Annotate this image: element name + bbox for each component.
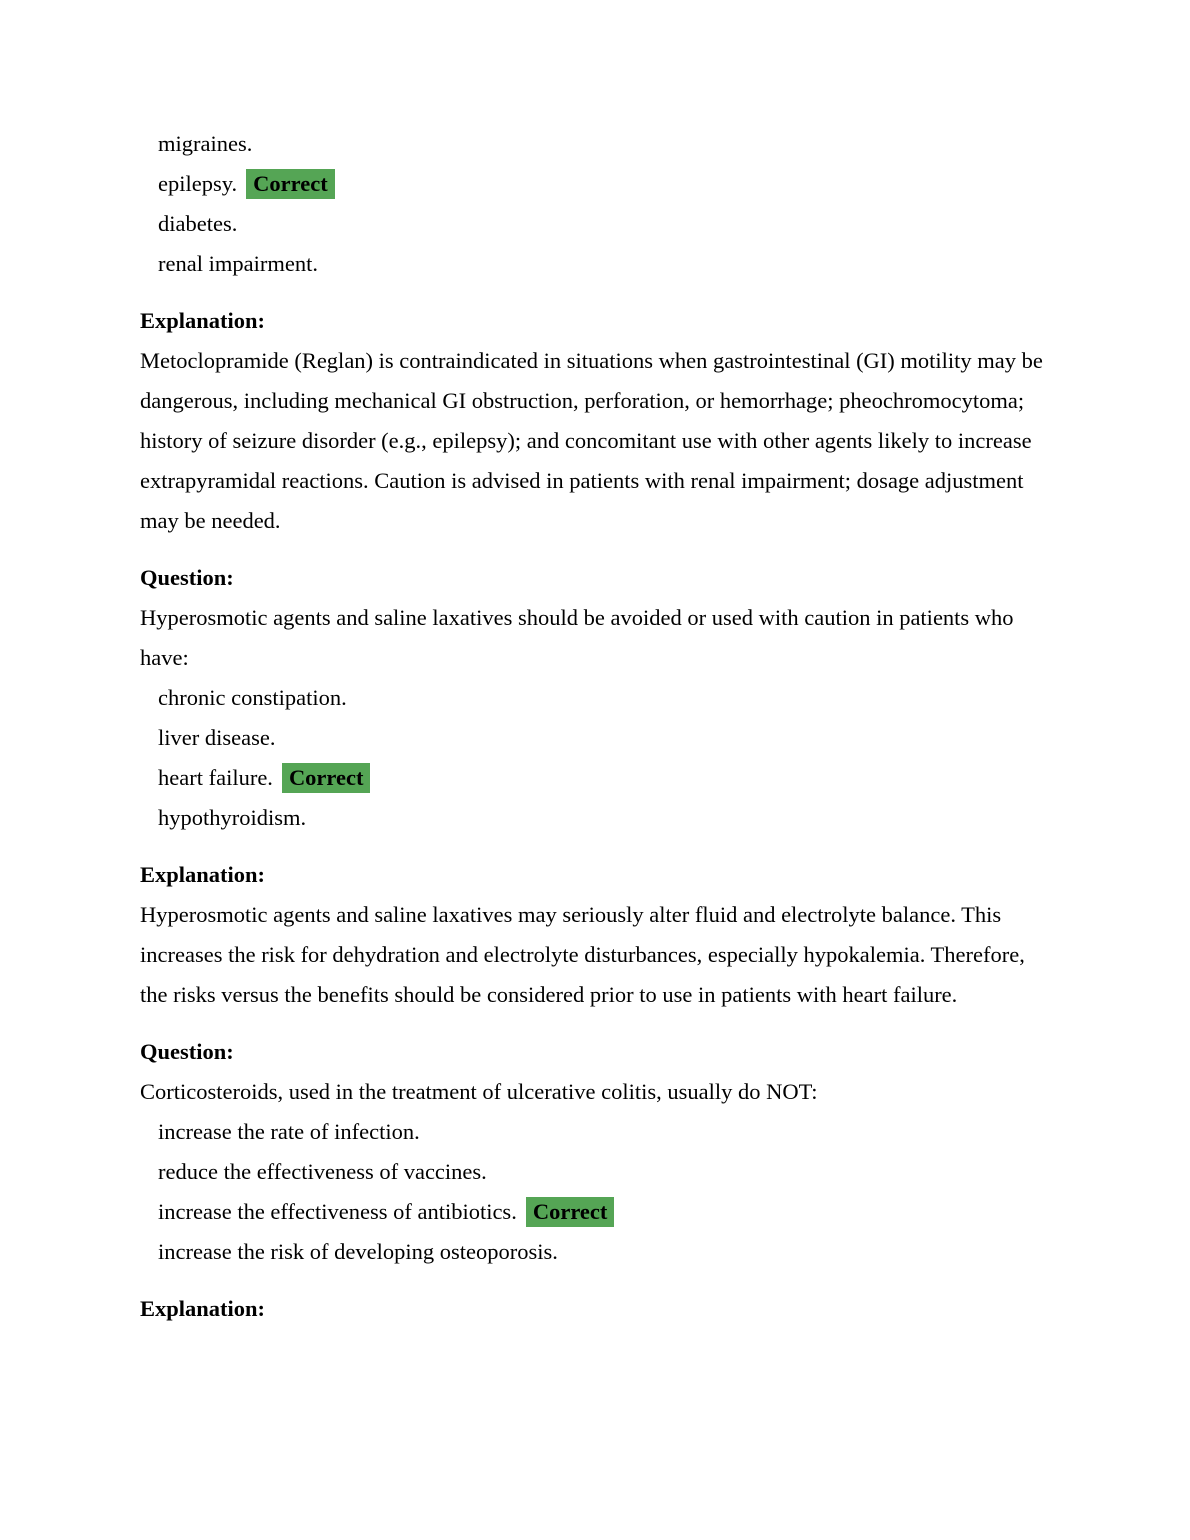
paragraph-text: Hyperosmotic agents and saline laxatives should be avoided or used with caution in patients who have: xyxy=(140,605,1014,670)
answer-option-text: epilepsy. xyxy=(158,171,238,196)
answer-options xyxy=(140,124,1050,284)
answer-option-text: renal impairment. xyxy=(158,251,318,276)
paragraph-text: Corticosteroids, used in the treatment of ulcerative colitis, usually do NOT: xyxy=(140,1079,818,1104)
answer-option xyxy=(140,124,1050,164)
answer-option xyxy=(140,1152,1050,1192)
answer-option xyxy=(140,718,1050,758)
answer-option xyxy=(140,678,1050,718)
answer-option-text: migraines. xyxy=(158,131,253,156)
answer-option-text: liver disease. xyxy=(158,725,276,750)
answer-option-text: increase the effectiveness of antibiotics. xyxy=(158,1199,517,1224)
answer-option-text: reduce the effectiveness of vaccines. xyxy=(158,1159,487,1184)
answer-option xyxy=(140,1192,1050,1232)
answer-option xyxy=(140,1232,1050,1272)
answer-option xyxy=(140,244,1050,284)
section-heading: Explanation: xyxy=(140,1296,266,1321)
answer-option xyxy=(140,1112,1050,1152)
answer-options xyxy=(140,678,1050,838)
answer-option xyxy=(140,798,1050,838)
answer-option xyxy=(140,758,1050,798)
answer-option-text: increase the rate of infection. xyxy=(158,1119,420,1144)
section-heading: Explanation: xyxy=(140,308,266,333)
correct-badge: Correct xyxy=(282,763,371,793)
answer-option-text: diabetes. xyxy=(158,211,238,236)
correct-badge: Correct xyxy=(246,169,335,199)
answer-option-text: heart failure. xyxy=(158,765,273,790)
answer-option xyxy=(140,164,1050,204)
section-heading: Explanation: xyxy=(140,862,266,887)
paragraph-text: Metoclopramide (Reglan) is contraindicated in situations when gastrointestinal (GI) motility may be dangerous, including mechanical GI obstruction, perforation, or hemorrhage; pheochromocytoma; history of seizure disorder (e.g., epilepsy); and concomitant use with other agents likely to increase extrapyramidal reactions. Caution is advised in patients with renal impairment; dosage adjustment may be needed. xyxy=(140,348,1043,533)
document-content xyxy=(140,124,1050,1329)
answer-options xyxy=(140,1112,1050,1272)
answer-option-text: chronic constipation. xyxy=(158,685,347,710)
paragraph-text: Hyperosmotic agents and saline laxatives may seriously alter fluid and electrolyte balance. This increases the risk for dehydration and electrolyte disturbances, especially hypokalemia. Therefore, the risks versus the benefits should be considered prior to use in patients with heart failure. xyxy=(140,902,1025,1007)
section-heading: Question: xyxy=(140,565,234,590)
correct-badge: Correct xyxy=(526,1197,615,1227)
answer-option-text: increase the risk of developing osteoporosis. xyxy=(158,1239,558,1264)
answer-option-text: hypothyroidism. xyxy=(158,805,307,830)
section-heading: Question: xyxy=(140,1039,234,1064)
answer-option xyxy=(140,204,1050,244)
